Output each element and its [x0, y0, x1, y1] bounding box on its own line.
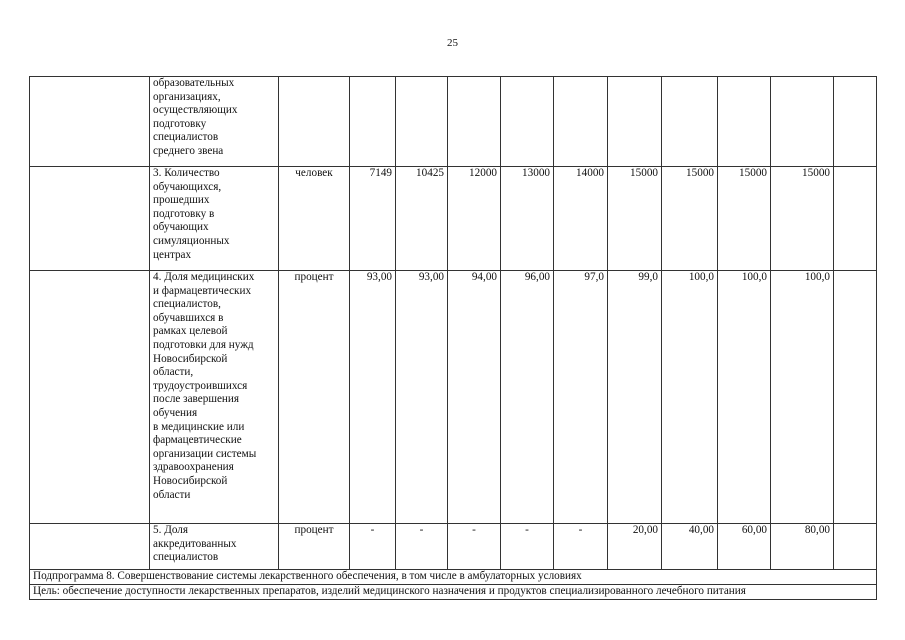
blank-cell: [30, 271, 150, 524]
table-row: [30, 524, 877, 570]
value-cell: [771, 77, 834, 167]
value-cell: -: [448, 524, 501, 570]
value-cell: 93,00: [396, 271, 448, 524]
value-cell: 100,0: [718, 271, 771, 524]
unit-cell: [279, 77, 350, 167]
indicator-cell: [150, 77, 279, 167]
indicator-cell: [150, 524, 279, 570]
indicator-cell: [150, 167, 279, 271]
value-cell: [396, 77, 448, 167]
goal-row: [30, 585, 877, 600]
value-cell: 15000: [608, 167, 662, 271]
subprogram-title: Подпрограмма 8. Совершенствование системы лекарственного обеспечения, в том числе в амбулаторных условиях: [30, 570, 877, 585]
value-cell: 14000: [554, 167, 608, 271]
value-cell: [448, 77, 501, 167]
indicators-table: [29, 76, 877, 600]
value-cell: 100,0: [771, 271, 834, 524]
value-cell: 93,00: [350, 271, 396, 524]
table-row: [30, 167, 877, 271]
value-cell: 99,0: [608, 271, 662, 524]
value-cell: 13000: [501, 167, 554, 271]
indicator-text: 3. Количество обучающихся, прошедших подготовку в обучающих симуляционных центрах: [153, 167, 230, 261]
value-cell: -: [350, 524, 396, 570]
value-cell: 12000: [448, 167, 501, 271]
value-cell: [554, 77, 608, 167]
value-cell: 94,00: [448, 271, 501, 524]
value-cell: 97,0: [554, 271, 608, 524]
value-cell: 80,00: [771, 524, 834, 570]
unit-cell: человек: [279, 167, 350, 271]
table-row: [30, 77, 877, 167]
blank-cell: [30, 524, 150, 570]
value-cell: 7149: [350, 167, 396, 271]
blank-cell: [834, 77, 877, 167]
value-cell: [501, 77, 554, 167]
value-cell: 15000: [662, 167, 718, 271]
indicator-text: 4. Доля медицинских и фармацевтических специалистов, обучавшихся в рамках целевой подготовки для нужд Новосибирской области, трудоустроившихся после завершения обучения в медицинские или фармацевтические организации системы здравоохранения Новосибирской области: [153, 271, 257, 501]
value-cell: 100,0: [662, 271, 718, 524]
value-cell: -: [501, 524, 554, 570]
blank-cell: [30, 167, 150, 271]
indicator-text: образовательных организациях, осуществляющих подготовку специалистов среднего звена: [153, 77, 238, 157]
value-cell: 15000: [771, 167, 834, 271]
value-cell: 40,00: [662, 524, 718, 570]
blank-cell: [30, 77, 150, 167]
blank-cell: [834, 524, 877, 570]
value-cell: [662, 77, 718, 167]
value-cell: [718, 77, 771, 167]
value-cell: [350, 77, 396, 167]
value-cell: 20,00: [608, 524, 662, 570]
goal-text: Цель: обеспечение доступности лекарственных препаратов, изделий медицинского назначения и продуктов специализированного лечебного питания: [30, 585, 877, 600]
blank-cell: [834, 271, 877, 524]
value-cell: 10425: [396, 167, 448, 271]
indicator-cell: [150, 271, 279, 524]
unit-cell: процент: [279, 524, 350, 570]
unit-cell: процент: [279, 271, 350, 524]
value-cell: 15000: [718, 167, 771, 271]
page-number: 25: [447, 37, 458, 49]
value-cell: -: [396, 524, 448, 570]
value-cell: 96,00: [501, 271, 554, 524]
value-cell: [608, 77, 662, 167]
value-cell: 60,00: [718, 524, 771, 570]
indicator-text: 5. Доля аккредитованных специалистов: [153, 524, 237, 564]
table-row: [30, 271, 877, 524]
blank-cell: [834, 167, 877, 271]
value-cell: -: [554, 524, 608, 570]
subprogram-row: [30, 570, 877, 585]
